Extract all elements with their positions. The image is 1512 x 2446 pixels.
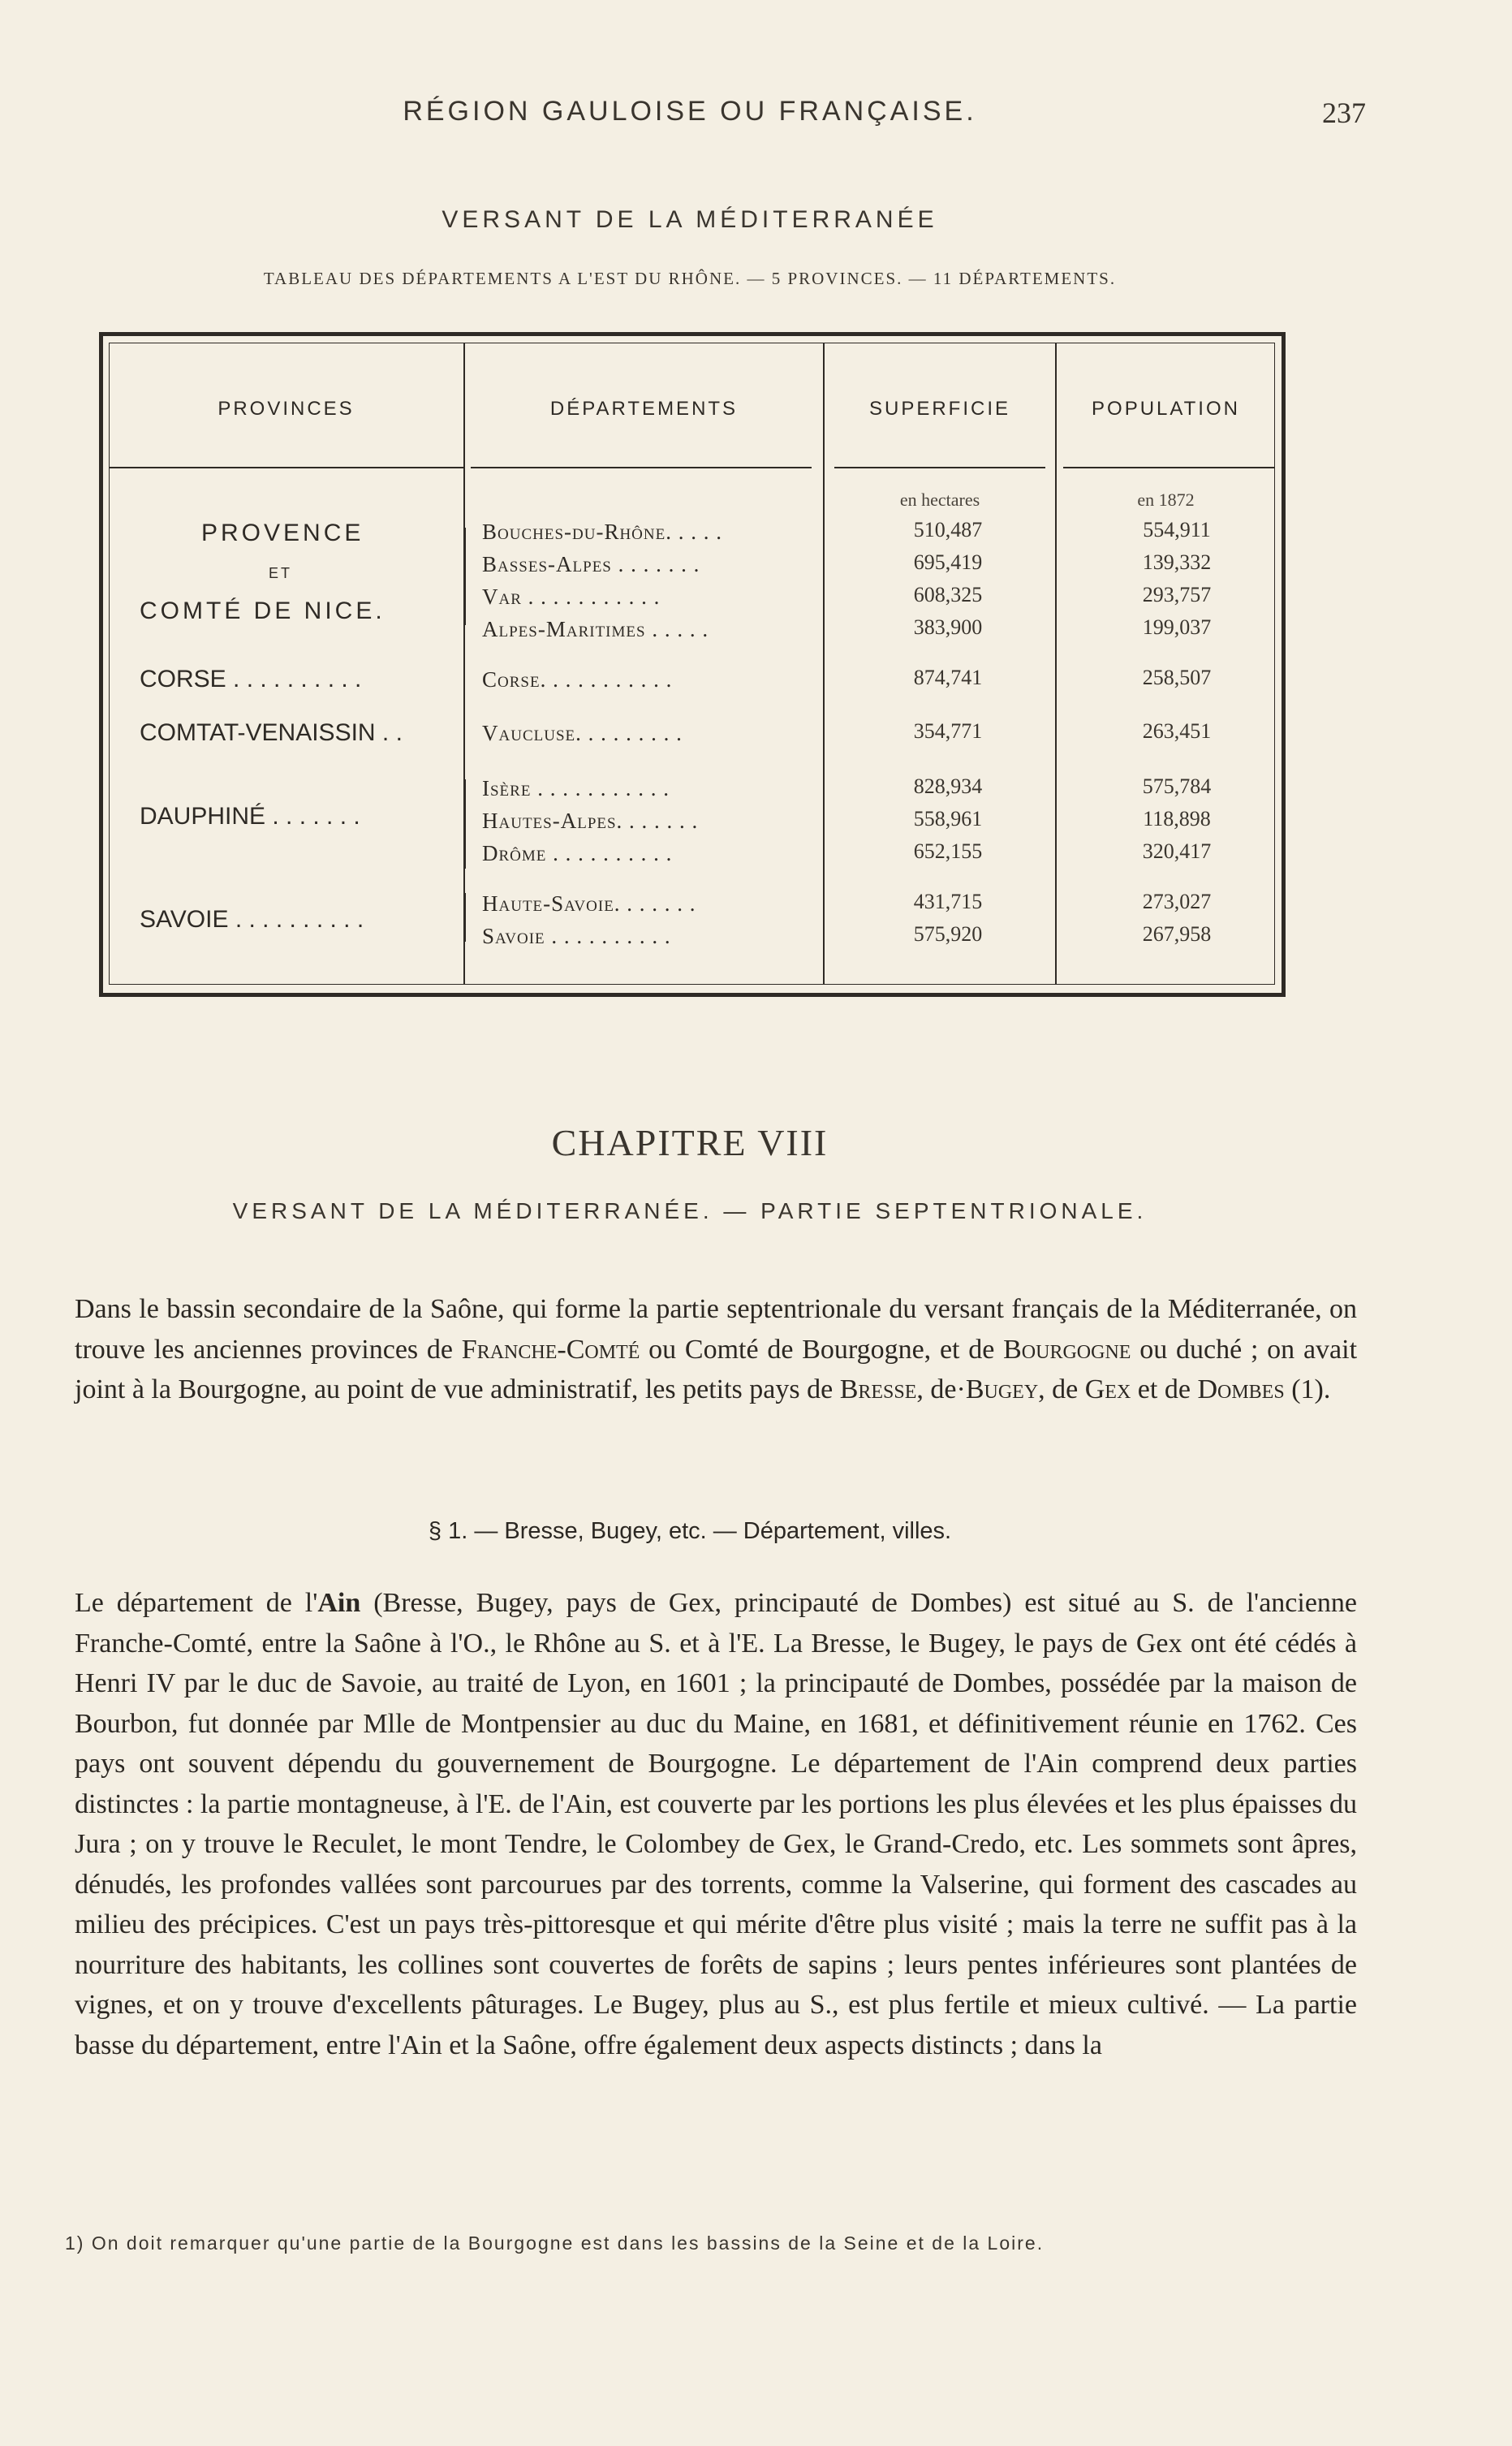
column-header-superficie: SUPERFICIE: [868, 398, 1011, 420]
abbrev-mlle: Mlle: [363, 1708, 416, 1739]
table-title: VERSANT DE LA MÉDITERRANÉE: [442, 206, 938, 233]
running-title: RÉGION GAULOISE OU FRANÇAISE.: [403, 96, 977, 127]
province-comte-de-nice: COMTÉ DE NICE.: [140, 597, 386, 624]
text-run: (Bresse, Bugey, pays de Gex, principauté de Dombes) est situé au S. de l'ancienne Franche-Comté, entre la Saône à l'O., le Rhône au S. et à l'E. La Bresse, le Bugey, le pays de Gex ont été cédés à Henri IV par le duc de Savoie, au traité de Lyon, en 1601 ; la principauté de Dombes, possédée par la maison de Bourbon, fut donnée par: [75, 1588, 1357, 1739]
population-value: 273,027: [1142, 890, 1212, 913]
dept-name: Savoie . . . . . . . . . .: [482, 924, 671, 948]
column-header-provinces: PROVINCES: [218, 398, 355, 420]
province-provence-et: ET: [269, 565, 293, 581]
table-inner-border: [109, 343, 1275, 985]
text-run: ou Comté de Bourgogne, et de: [640, 1334, 1004, 1365]
population-value: 293,757: [1142, 583, 1212, 606]
province-provence: PROVENCE: [201, 520, 364, 546]
text-run: , de·: [916, 1374, 966, 1404]
text-run: Le département de l': [75, 1588, 318, 1618]
population-value: 263,451: [1142, 719, 1212, 743]
text-run: ou duché ; on avait joint à la Bourgogne, au point de vue administratif, les petits pays de: [75, 1334, 1358, 1404]
section-heading: § 1. — Bresse, Bugey, etc. — Département, villes.: [428, 1518, 952, 1544]
header-rule: [1063, 467, 1275, 468]
text-run: (1).: [1284, 1374, 1331, 1404]
dept-name: Vaucluse. . . . . . . . .: [482, 721, 683, 745]
superficie-value: 431,715: [913, 890, 983, 913]
dept-name: Drôme . . . . . . . . . .: [482, 841, 673, 865]
dept-name: Hautes-Alpes. . . . . . .: [482, 809, 699, 833]
province-dauphine: DAUPHINÉ . . . . . . .: [140, 803, 360, 830]
brace: [464, 779, 466, 869]
population-value: 575,784: [1142, 774, 1212, 798]
dept-ain: Ain: [317, 1588, 361, 1618]
dept-name: Isère . . . . . . . . . . .: [482, 776, 670, 800]
brace: [464, 528, 466, 625]
chapter-title: CHAPITRE VIII: [551, 1122, 829, 1163]
dept-name: Alpes-Maritimes . . . . .: [482, 617, 709, 641]
header-rule: [834, 467, 1045, 468]
province-comtat-venaissin: COMTAT-VENAISSIN . .: [140, 719, 403, 746]
place-dombes: Dombes: [1197, 1374, 1285, 1404]
page-number: 237: [1322, 97, 1366, 129]
place-franche-comte: Franche-Comté: [461, 1334, 640, 1365]
text-run: , de: [1038, 1374, 1085, 1404]
header-rule: [109, 467, 463, 468]
body-paragraph: [75, 1583, 1357, 2065]
column-divider: [1055, 343, 1057, 985]
dept-name: Bouches-du-Rhône. . . . .: [482, 520, 722, 544]
text-run: Dans le bassin secondaire de la Saône, qui forme la partie septentrionale du versant français de la Méditerranée, on trouve les anciennes provinces de: [75, 1294, 1357, 1365]
intro-paragraph: [75, 1289, 1357, 1410]
superficie-value: 608,325: [913, 583, 983, 606]
unit-population: en 1872: [1137, 490, 1195, 510]
running-header: [0, 96, 1512, 136]
superficie-value: 874,741: [913, 666, 983, 689]
unit-superficie: en hectares: [899, 490, 980, 510]
superficie-value: 383,900: [913, 615, 983, 639]
superficie-value: 575,920: [913, 922, 983, 946]
population-value: 139,332: [1142, 550, 1212, 574]
superficie-value: 558,961: [913, 807, 983, 830]
population-value: 118,898: [1143, 807, 1211, 830]
superficie-value: 354,771: [913, 719, 983, 743]
superficie-value: 510,487: [913, 518, 983, 541]
province-corse: CORSE . . . . . . . . . .: [140, 666, 362, 692]
dept-name: Var . . . . . . . . . . .: [482, 585, 661, 609]
column-divider: [463, 343, 465, 985]
province-savoie: SAVOIE . . . . . . . . . .: [140, 906, 364, 933]
column-divider: [823, 343, 825, 985]
superficie-value: 652,155: [913, 839, 983, 863]
dept-name: Haute-Savoie. . . . . . .: [482, 891, 696, 916]
footnote: 1) On doit remarquer qu'une partie de la Bourgogne est dans les bassins de la Seine et de la Loire.: [65, 2232, 1045, 2254]
superficie-value: 695,419: [913, 550, 983, 574]
population-value: 267,958: [1142, 922, 1212, 946]
column-header-departements: DÉPARTEMENTS: [549, 398, 739, 420]
superficie-value: 828,934: [913, 774, 983, 798]
place-gex: Gex: [1084, 1374, 1131, 1404]
dept-name: Corse. . . . . . . . . . .: [482, 667, 673, 692]
place-bresse: Bresse: [839, 1374, 917, 1404]
dept-name: Basses-Alpes . . . . . . .: [482, 552, 700, 576]
text-run: et de: [1131, 1374, 1198, 1404]
chapter-subtitle: VERSANT DE LA MÉDITERRANÉE. — PARTIE SEPTENTRIONALE.: [232, 1198, 1148, 1223]
brace: [464, 893, 466, 942]
population-value: 554,911: [1143, 518, 1211, 541]
population-value: 258,507: [1142, 666, 1212, 689]
population-value: 199,037: [1142, 615, 1212, 639]
place-bugey: Bugey: [965, 1374, 1039, 1404]
column-header-population: POPULATION: [1092, 398, 1240, 420]
header-rule: [471, 467, 812, 468]
place-bourgogne: Bourgogne: [1003, 1334, 1131, 1365]
population-value: 320,417: [1142, 839, 1212, 863]
table-subtitle: TABLEAU DES DÉPARTEMENTS A L'EST DU RHÔNE. — 5 PROVINCES. — 11 DÉPARTEMENTS.: [263, 269, 1117, 288]
text-run: de Montpensier au duc du Maine, en 1681, et définitivement réunie en 1762. Ces pays ont souvent dépendu du gouvernement de Bourgogne. Le département de l'Ain comprend deux parties distinctes : la partie montagneuse, à l'E. de l'Ain, est couverte par les portions les plus élevées et les plus épaisses du Jura ; on y trouve le Reculet, le mont Tendre, le Colombey de Gex, le Grand-Credo, etc. Les sommets sont âpres, dénudés, les profondes vallées sont parcourues par des torrents, comme la Valserine, qui forment des cascades au milieu des précipices. C'est un pays très-pittoresque et qui mérite d'être plus visité ; mais la terre ne suffit pas à la nourriture des habitants, les collines sont couvertes de forêts de sapins ; leurs pentes inférieures sont plantées de vignes, et on y trouve d'excellents pâturages. Le Bugey, plus au S., est plus fertile et mieux cultivé. — La partie basse du département, entre l'Ain et la Saône, offre également deux aspects distincts ; dans la: [75, 1708, 1357, 2060]
